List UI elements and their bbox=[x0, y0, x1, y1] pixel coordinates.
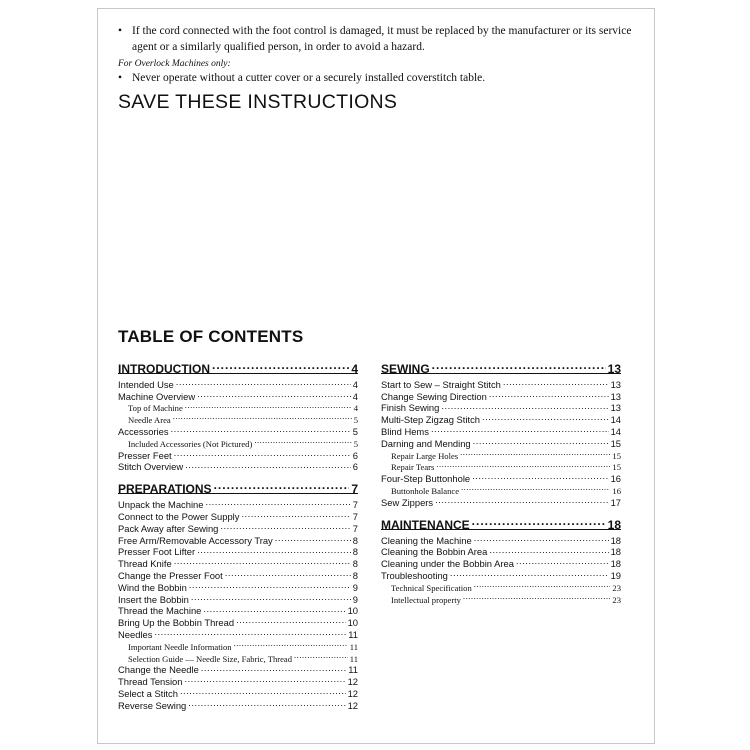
dot-leader bbox=[174, 447, 351, 459]
toc-entry-title: Repair Tears bbox=[391, 462, 435, 473]
dot-leader bbox=[275, 532, 351, 544]
toc-page-number: 4 bbox=[352, 378, 358, 390]
dot-leader bbox=[473, 435, 609, 447]
toc-entry-title: Blind Hems bbox=[381, 425, 429, 437]
toc-page-number: 15 bbox=[612, 462, 621, 473]
bullet-icon: • bbox=[118, 25, 123, 37]
dot-leader bbox=[220, 520, 350, 532]
toc-page-number: 13 bbox=[607, 362, 621, 376]
toc-entry[interactable] bbox=[118, 626, 358, 638]
dot-leader bbox=[185, 400, 352, 412]
toc-page-number: 11 bbox=[349, 641, 358, 652]
toc-page-number: 4 bbox=[353, 403, 358, 414]
bullet-icon: • bbox=[118, 72, 123, 84]
safety-notes bbox=[118, 23, 638, 86]
toc-entry-title: Intellectual property bbox=[391, 594, 461, 605]
toc-entry-title: Thread Knife bbox=[118, 558, 172, 570]
toc-page-number: 9 bbox=[352, 593, 358, 605]
toc-entry-title: Change the Needle bbox=[118, 664, 199, 676]
dot-leader bbox=[225, 567, 351, 579]
dot-leader bbox=[184, 673, 345, 685]
toc-entry-title: Troubleshooting bbox=[381, 569, 448, 581]
dot-leader bbox=[474, 579, 611, 591]
toc-entry-title: Repair Large Holes bbox=[391, 450, 459, 461]
dot-leader bbox=[212, 357, 349, 373]
dot-leader bbox=[174, 555, 351, 567]
dot-leader bbox=[431, 423, 609, 435]
toc-entry-title: Technical Specification bbox=[391, 582, 472, 593]
toc-entry-title: Needles bbox=[118, 628, 153, 640]
dot-leader bbox=[189, 579, 351, 591]
dot-leader bbox=[503, 376, 609, 388]
toc-page-number: 10 bbox=[347, 605, 358, 617]
toc-page-number: 8 bbox=[352, 569, 358, 581]
toc-page-number: 5 bbox=[352, 425, 358, 437]
toc-entry-title: Needle Area bbox=[128, 415, 171, 426]
toc-page-number: 7 bbox=[352, 522, 358, 534]
toc-entry-title: Thread the Machine bbox=[118, 605, 202, 617]
dot-leader bbox=[435, 494, 608, 506]
toc-page-number: 18 bbox=[607, 517, 621, 532]
toc-section-heading[interactable] bbox=[381, 357, 621, 374]
toc-title: TABLE OF CONTENTS bbox=[118, 327, 304, 346]
list-item bbox=[118, 23, 638, 55]
toc-page-number: 18 bbox=[610, 534, 621, 546]
dot-leader bbox=[197, 388, 351, 400]
dot-leader bbox=[441, 400, 608, 412]
toc-section-heading[interactable] bbox=[381, 513, 621, 530]
toc-entry-title: Bring Up the Bobbin Thread bbox=[118, 617, 235, 629]
toc-page-number: 9 bbox=[352, 581, 358, 593]
toc-entry-title: Thread Tension bbox=[118, 676, 183, 688]
toc-page-number: 23 bbox=[612, 594, 621, 605]
toc-page-number: 8 bbox=[352, 534, 358, 546]
toc-page-number: 14 bbox=[610, 414, 621, 426]
dot-leader bbox=[173, 411, 352, 423]
dot-leader bbox=[241, 508, 350, 520]
dot-leader bbox=[171, 423, 351, 435]
toc-entry-title: Stitch Overview bbox=[118, 461, 184, 473]
save-instructions-heading: SAVE THESE INSTRUCTIONS bbox=[118, 91, 398, 113]
toc-entry-title: Sew Zippers bbox=[381, 496, 434, 508]
toc-page-number: 13 bbox=[610, 378, 621, 390]
toc-entry-title: Darning and Mending bbox=[381, 437, 471, 449]
dot-leader bbox=[460, 447, 610, 459]
toc-page-number: 12 bbox=[347, 699, 358, 711]
toc-page-number: 5 bbox=[353, 415, 358, 426]
toc-entry-title: Machine Overview bbox=[118, 390, 196, 402]
toc-page-number: 6 bbox=[352, 449, 358, 461]
toc-page-number: 13 bbox=[610, 402, 621, 414]
toc-entry-title: Reverse Sewing bbox=[118, 699, 187, 711]
toc-entry-title: SEWING bbox=[381, 362, 430, 376]
safety-note-text: If the cord connected with the foot control is damaged, it must be replaced by the manufacturer or its service agent or a similarly qualified person, in order to avoid a hazard. bbox=[132, 25, 632, 53]
dot-leader bbox=[482, 411, 609, 423]
toc-entry-title: Select a Stitch bbox=[118, 687, 178, 699]
toc-entry-title: Buttonhole Balance bbox=[391, 485, 460, 496]
toc-page-number: 11 bbox=[349, 653, 358, 664]
dot-leader bbox=[191, 591, 351, 603]
dot-leader bbox=[176, 376, 351, 388]
toc-page-number: 19 bbox=[610, 569, 621, 581]
toc-entry-title: Included Accessories (Not Pictured) bbox=[128, 438, 253, 449]
toc-page-number: 4 bbox=[352, 390, 358, 402]
toc-entry-title: Cleaning the Machine bbox=[381, 534, 472, 546]
toc-section-heading[interactable] bbox=[118, 477, 358, 497]
toc-entry-title: Important Needle Information bbox=[128, 641, 232, 652]
dot-leader bbox=[294, 650, 348, 662]
toc-entry-title: Presser Feet bbox=[118, 449, 172, 461]
toc-entry-title: Cleaning under the Bobbin Area bbox=[381, 558, 514, 570]
dot-leader bbox=[185, 459, 351, 471]
dot-leader bbox=[474, 532, 609, 544]
toc-entry-title: Pack Away after Sewing bbox=[118, 522, 219, 534]
toc-page-number: 10 bbox=[347, 617, 358, 629]
safety-note-text: Never operate without a cutter cover or a securely installed coverstitch table. bbox=[132, 72, 486, 84]
toc-entry-title: Intended Use bbox=[118, 378, 174, 390]
toc-entry-title: Top of Machine bbox=[128, 403, 183, 414]
toc-entry-title: INTRODUCTION bbox=[118, 362, 210, 376]
dot-leader bbox=[236, 614, 346, 626]
toc-page-number: 23 bbox=[612, 582, 621, 593]
toc-page-number: 12 bbox=[347, 687, 358, 699]
toc-entry-title: Cleaning the Bobbin Area bbox=[381, 546, 488, 558]
toc-entry-title: Multi-Step Zigzag Stitch bbox=[381, 414, 480, 426]
toc-page-number: 17 bbox=[610, 496, 621, 508]
toc-entry[interactable] bbox=[381, 532, 621, 544]
manual-page bbox=[97, 8, 655, 744]
toc-entry-title: Finish Sewing bbox=[381, 402, 440, 414]
toc-section-heading[interactable] bbox=[118, 357, 358, 374]
toc-page-number: 18 bbox=[610, 546, 621, 558]
dot-leader bbox=[154, 626, 346, 638]
dot-leader bbox=[234, 638, 348, 650]
toc-page-number: 8 bbox=[352, 546, 358, 558]
dot-leader bbox=[197, 544, 351, 556]
toc-entry-title: Wind the Bobbin bbox=[118, 581, 187, 593]
dot-leader bbox=[214, 477, 350, 493]
toc-page-number: 7 bbox=[352, 499, 358, 511]
toc-page-number: 14 bbox=[610, 425, 621, 437]
toc-page-number: 16 bbox=[612, 485, 621, 496]
toc-entry-title: Connect to the Power Supply bbox=[118, 510, 240, 522]
toc-page-number: 12 bbox=[347, 676, 358, 688]
dot-leader bbox=[472, 470, 608, 482]
toc-entry-title: Start to Sew – Straight Stitch bbox=[381, 378, 501, 390]
toc-entry-title: Unpack the Machine bbox=[118, 499, 204, 511]
toc-entry-title: Free Arm/Removable Accessory Tray bbox=[118, 534, 273, 546]
dot-leader bbox=[463, 591, 610, 603]
toc-entry-title: Presser Foot Lifter bbox=[118, 546, 196, 558]
toc-entry-title: Four-Step Buttonhole bbox=[381, 473, 471, 485]
dot-leader bbox=[461, 482, 610, 494]
toc-entry[interactable] bbox=[381, 376, 621, 388]
dot-leader bbox=[489, 388, 609, 400]
toc-page-number: 11 bbox=[348, 664, 358, 676]
toc-page-number: 16 bbox=[610, 473, 621, 485]
toc-entry[interactable] bbox=[118, 376, 358, 388]
dot-leader bbox=[472, 513, 606, 529]
dot-leader bbox=[489, 544, 608, 556]
dot-leader bbox=[254, 435, 351, 447]
toc-entry-title: Change the Presser Foot bbox=[118, 569, 223, 581]
toc-page-number: 5 bbox=[353, 438, 358, 449]
toc-entry-title: Change Sewing Direction bbox=[381, 390, 487, 402]
dot-leader bbox=[432, 357, 606, 373]
toc-entry-title: Selection Guide — Needle Size, Fabric, Thread bbox=[128, 653, 293, 664]
toc-page-number: 7 bbox=[352, 510, 358, 522]
dot-leader bbox=[188, 697, 345, 709]
list-item bbox=[118, 70, 638, 86]
toc-page-number: 15 bbox=[610, 437, 621, 449]
toc-page-number: 8 bbox=[352, 558, 358, 570]
toc-entry[interactable] bbox=[118, 496, 358, 511]
toc-page-number: 18 bbox=[610, 558, 621, 570]
toc-page-number: 11 bbox=[348, 628, 358, 640]
dot-leader bbox=[450, 567, 609, 579]
toc-entry[interactable] bbox=[118, 638, 358, 650]
dot-leader bbox=[203, 603, 345, 615]
toc-page-number: 15 bbox=[612, 450, 621, 461]
toc-right-column bbox=[381, 357, 621, 603]
toc-entry-title: Accessories bbox=[118, 425, 169, 437]
dot-leader bbox=[516, 555, 609, 567]
toc-left-column bbox=[118, 357, 358, 709]
dot-leader bbox=[436, 459, 610, 471]
toc-entry-title: PREPARATIONS bbox=[118, 482, 212, 497]
toc-entry-title: MAINTENANCE bbox=[381, 517, 470, 532]
toc-page-number: 4 bbox=[351, 362, 358, 376]
toc-page-number: 6 bbox=[352, 461, 358, 473]
overlock-label: For Overlock Machines only: bbox=[118, 59, 231, 69]
toc-page-number: 13 bbox=[610, 390, 621, 402]
dot-leader bbox=[180, 685, 346, 697]
toc-entry-title: Insert the Bobbin bbox=[118, 593, 189, 605]
dot-leader bbox=[201, 662, 346, 674]
dot-leader bbox=[205, 496, 350, 508]
toc-page-number: 7 bbox=[351, 482, 358, 497]
